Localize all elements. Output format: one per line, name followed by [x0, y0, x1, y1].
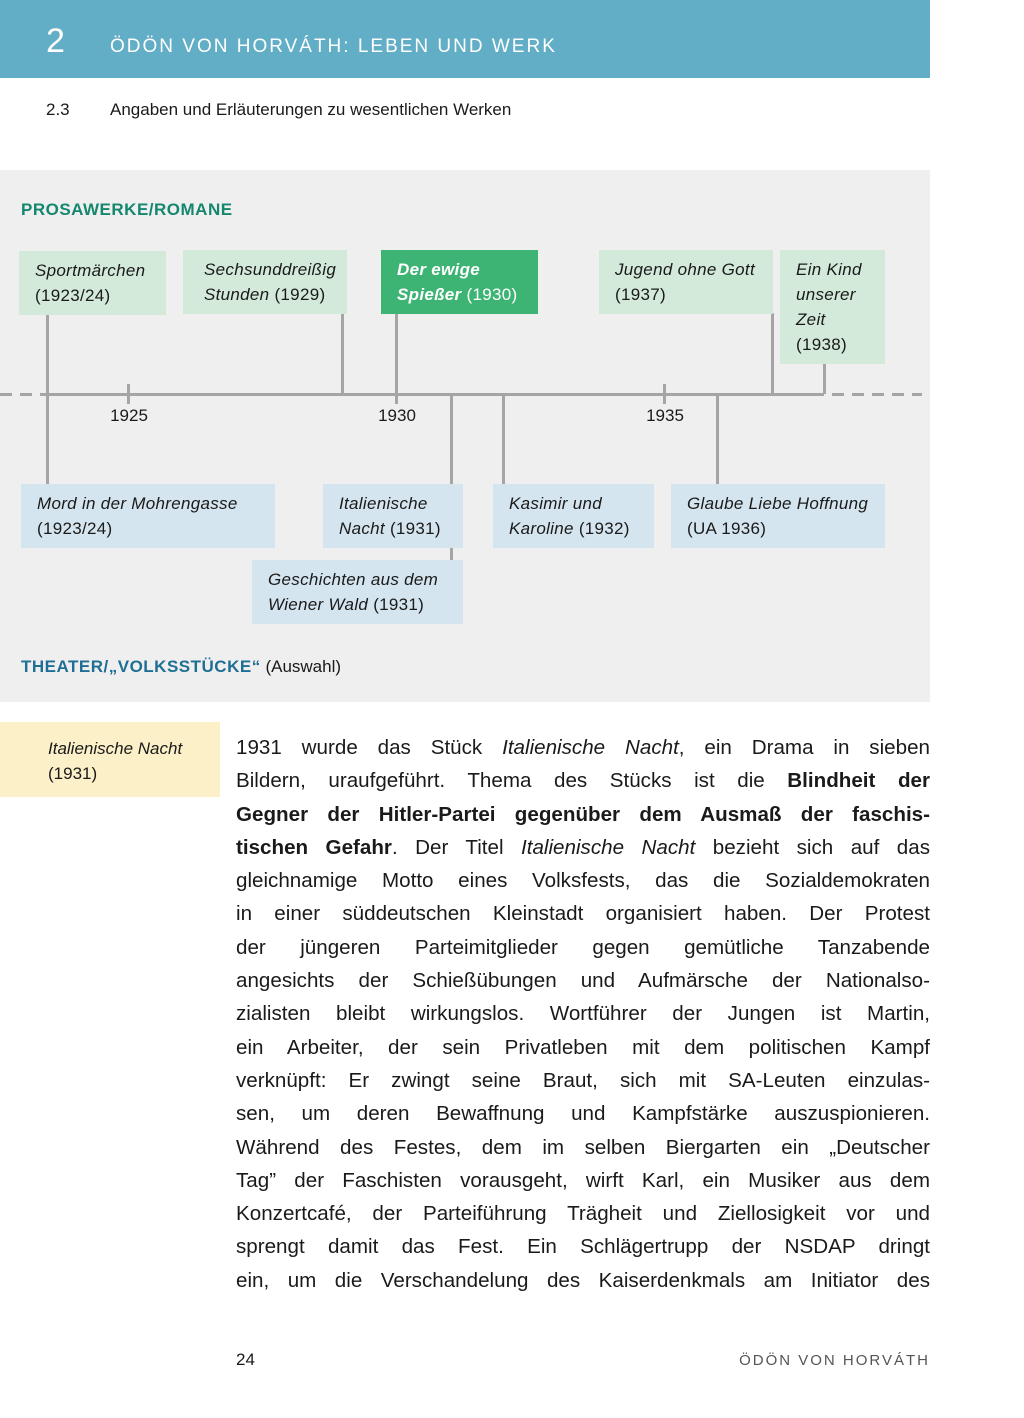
text-run: sen, um deren Bewaffnung und Kampfstärke auszuspionieren.: [236, 1102, 930, 1126]
text-run: angesichts der Schießübungen und Aufmärsche der Nationalso-: [236, 969, 930, 993]
body-line: [236, 798, 930, 831]
work-year: (1932): [578, 519, 630, 538]
section-title: Angaben und Erläuterungen zu wesentlichen Werken: [110, 100, 512, 119]
text-run: . Der Titel: [391, 835, 521, 859]
year-label: 1930: [378, 406, 416, 425]
text-run: ein, um die Verschandelung des Kaiserdenkmals am Initiator des: [236, 1268, 930, 1292]
axis-dashed-right: [832, 393, 922, 396]
connector: [502, 394, 505, 484]
work-box-kasimir-und-karoline: [493, 484, 654, 548]
tick-1935: [663, 384, 666, 404]
text-run: Während des Festes, dem im selben Biergarten ein „Deutscher: [236, 1135, 930, 1159]
work-title: Kasimir und Karoline: [509, 494, 603, 538]
work-box-geschichten-aus-dem-wiener-wald: [252, 560, 463, 624]
work-year: (1929): [274, 285, 326, 304]
work-title: Mord in der Mohrengasse: [37, 494, 238, 513]
body-line: [236, 764, 930, 797]
text-run: Tag” der Faschisten vorausgeht, wirft Karl, ein Musiker aus dem: [236, 1168, 930, 1192]
connector: [771, 313, 774, 394]
work-title: Sechsunddreißig Stunden: [204, 260, 337, 304]
connector: [716, 394, 719, 484]
body-line: [236, 1230, 930, 1263]
tick-1925: [127, 384, 130, 404]
bold-text: Blindheit der: [787, 769, 930, 793]
work-title: Glaube Liebe Hoffnung: [687, 494, 869, 513]
work-year: (1923/24): [37, 519, 113, 538]
work-year: (1923/24): [35, 286, 111, 305]
work-title: Der ewige Spießer: [397, 260, 481, 304]
body-line: [236, 931, 930, 964]
connector: [46, 314, 49, 484]
prose-label: PROSAWERKE/ROMANE: [21, 200, 233, 219]
connector: [395, 314, 398, 404]
year-label: 1925: [110, 406, 148, 425]
text-run: gleichnamige Motto eines Volksfests, das die Sozialdemokraten: [236, 869, 930, 893]
work-box-italienische-nacht: [323, 484, 463, 548]
body-text: [236, 731, 930, 1297]
work-box-mord-in-der-mohrengasse: [21, 484, 275, 548]
year-label: 1935: [646, 406, 684, 425]
bold-text: Gegner der Hitler-Partei gegenüber dem Ausmaß der faschis-: [236, 802, 930, 826]
work-box-sechsunddreissig-stunden: [183, 250, 347, 314]
work-box-sportmaerchen: [19, 251, 166, 315]
work-year: (1937): [615, 285, 666, 304]
text-run: in einer süddeutschen Kleinstadt organisiert haben. Der Protest: [236, 902, 930, 926]
body-line: [236, 1264, 930, 1297]
body-line: [236, 731, 930, 764]
connector: [341, 313, 344, 394]
margin-note: [0, 722, 220, 797]
text-run: Bildern, uraufgeführt. Thema des Stücks ist die: [236, 769, 788, 793]
bold-text: tischen Gefahr: [236, 835, 392, 859]
text-run: zialisten bleibt wirkungslos. Wortführer der Jungen ist Martin,: [236, 1002, 930, 1026]
connector: [450, 548, 453, 560]
body-line: [236, 831, 930, 864]
work-year: (1938): [796, 335, 847, 354]
connector: [450, 394, 453, 484]
connector: [823, 361, 826, 394]
margin-note-title: Italienische Nacht: [48, 739, 183, 758]
text-run: verknüpft: Er zwingt seine Braut, sich mit SA-Leuten einzulas-: [236, 1068, 930, 1092]
text-run: bezieht sich auf das: [695, 835, 930, 859]
body-line: [236, 964, 930, 997]
body-line: [236, 1064, 930, 1097]
body-line: [236, 1131, 930, 1164]
theater-label: THEATER/„VOLKSSTÜCKE“: [21, 657, 261, 676]
margin-note-year: (1931): [48, 764, 98, 783]
theater-note: (Auswahl): [265, 657, 342, 676]
body-line: [236, 1097, 930, 1130]
text-run: Konzertcafé, der Parteiführung Trägheit und Ziellosigkeit vor und: [236, 1202, 930, 1226]
page-number: 24: [236, 1350, 255, 1369]
chapter-title: ÖDÖN VON HORVÁTH: LEBEN UND WERK: [110, 36, 557, 57]
body-line: [236, 864, 930, 897]
work-year: (1931): [389, 519, 441, 538]
work-year: (1931): [373, 595, 425, 614]
body-line: [236, 1031, 930, 1064]
work-year: (UA 1936): [687, 519, 767, 538]
work-box-jugend-ohne-gott: [599, 250, 773, 314]
work-box-glaube-liebe-hoffnung: [671, 484, 885, 548]
text-run: ein Arbeiter, der sein Privatleben mit dem politischen Kampf: [236, 1035, 930, 1059]
work-box-der-ewige-spiesser: [381, 250, 538, 314]
axis-dashed-left: [0, 393, 47, 396]
italic-text: Italienische Nacht: [502, 736, 679, 759]
body-line: [236, 897, 930, 930]
chapter-number: 2: [46, 22, 65, 60]
section-number: 2.3: [46, 100, 70, 119]
work-title: Geschichten aus dem Wiener Wald: [268, 570, 439, 614]
timeline-axis: [47, 393, 824, 396]
work-title: Jugend ohne Gott: [615, 260, 755, 279]
body-line: [236, 997, 930, 1030]
chapter-header: [0, 0, 930, 78]
text-run: der jüngeren Parteimitglieder gegen gemütliche Tanzabende: [236, 935, 930, 959]
body-line: [236, 1197, 930, 1230]
work-title: Ein Kind unserer Zeit: [796, 260, 862, 329]
work-box-ein-kind-unserer-zeit: [780, 250, 885, 364]
work-title: Italienische Nacht: [339, 494, 428, 538]
work-title: Sportmärchen: [35, 261, 146, 280]
running-title: ÖDÖN VON HORVÁTH: [739, 1352, 930, 1369]
work-year: (1930): [466, 285, 518, 304]
text-run: , ein Drama in sieben: [678, 736, 930, 759]
italic-text: Italienische Nacht: [521, 835, 696, 859]
text-run: 1931 wurde das Stück: [236, 736, 503, 759]
theater-label-row: [21, 657, 341, 677]
text-run: sprengt damit das Fest. Ein Schlägertrupp der NSDAP dringt: [236, 1235, 930, 1259]
body-line: [236, 1164, 930, 1197]
